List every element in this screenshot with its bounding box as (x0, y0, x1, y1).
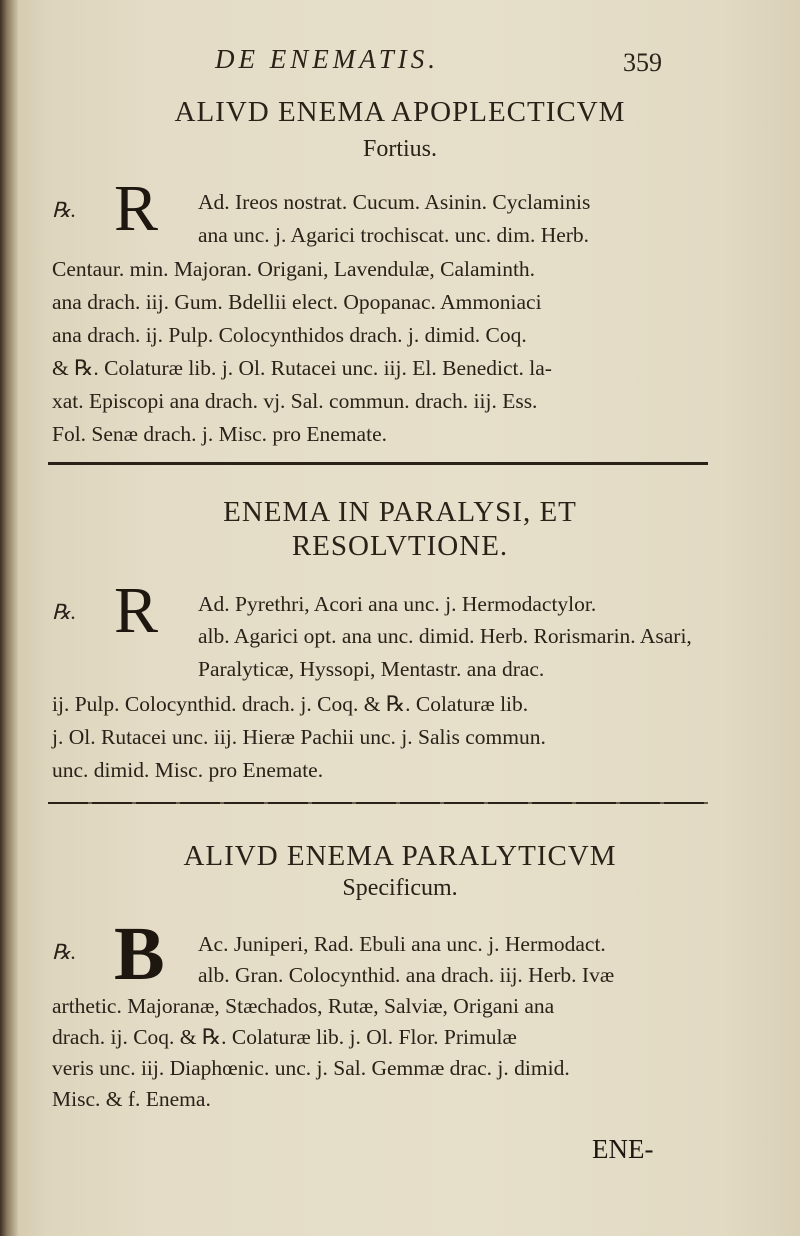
recipe-line: ana drach. iij. Gum. Bdellii elect. Opopanac. Ammoniaci (52, 290, 542, 314)
recipe-line: unc. dimid. Misc. pro Enemate. (52, 758, 324, 782)
section-divider (48, 802, 708, 804)
recipe-line: xat. Episcopi ana drach. vj. Sal. commun. drach. iij. Ess. (52, 389, 538, 413)
recipe-line: arthetic. Majoranæ, Stæchados, Rutæ, Salviæ, Origani ana (52, 994, 555, 1018)
recipe-symbol: ℞. (52, 198, 77, 222)
recipe-line: veris unc. iij. Diaphœnic. unc. j. Sal. Gemmæ drac. j. dimid. (52, 1056, 570, 1080)
section-divider (48, 462, 708, 465)
page-number: 359 (623, 48, 662, 77)
recipe-line: Ad. Ireos nostrat. Cucum. Asinin. Cyclaminis (198, 190, 591, 214)
recipe-line: & ℞. Colaturæ lib. j. Ol. Rutacei unc. iij. El. Benedict. la- (52, 356, 552, 380)
page-header (0, 44, 800, 80)
section-1-title: ALIVD ENEMA APOPLECTICVM (174, 96, 626, 128)
drop-cap: R (114, 574, 159, 647)
recipe-line: ana drach. ij. Pulp. Colocynthidos drach. j. dimid. Coq. (52, 323, 527, 347)
running-head: DE ENEMATIS. (215, 44, 439, 74)
recipe-line: ij. Pulp. Colocynthid. drach. j. Coq. & ℞. Colaturæ lib. (52, 692, 529, 716)
drop-cap: B (114, 912, 165, 996)
recipe-symbol: ℞. (52, 940, 77, 964)
recipe-line: Misc. & f. Enema. (52, 1087, 211, 1111)
recipe-symbol: ℞. (52, 600, 77, 624)
section-2-title-line-2: RESOLVTIONE. (291, 530, 509, 562)
recipe-line: alb. Gran. Colocynthid. ana drach. iij. Herb. Ivæ (198, 963, 615, 987)
catchword: ENE- (592, 1134, 654, 1164)
recipe-line: j. Ol. Rutacei unc. iij. Hieræ Pachii unc. j. Salis commun. (52, 725, 546, 749)
recipe-line: Fol. Senæ drach. j. Misc. pro Enemate. (52, 422, 387, 446)
recipe-line: drach. ij. Coq. & ℞. Colaturæ lib. j. Ol. Flor. Primulæ (52, 1025, 517, 1049)
recipe-line: Ad. Pyrethri, Acori ana unc. j. Hermodactylor. (198, 592, 597, 616)
section-2-title-line-1: ENEMA IN PARALYSI, ET (223, 496, 577, 528)
recipe-line: Ac. Juniperi, Rad. Ebuli ana unc. j. Hermodact. (198, 932, 606, 956)
section-3-title: ALIVD ENEMA PARALYTICVM (183, 840, 617, 872)
recipe-line: alb. Agarici opt. ana unc. dimid. Herb. Rorismarin. Asari, Paralyticæ, Hyssopi, Mentastr. ana drac. (198, 624, 692, 681)
recipe-line: ana unc. j. Agarici trochiscat. unc. dim. Herb. (198, 223, 590, 247)
recipe-line: Centaur. min. Majoran. Origani, Lavendulæ, Calaminth. (52, 257, 536, 281)
book-spine-shadow (0, 0, 18, 1236)
drop-cap: R (114, 172, 159, 245)
section-3-subtitle: Specificum. (342, 875, 458, 901)
section-1-subtitle: Fortius. (362, 136, 437, 162)
